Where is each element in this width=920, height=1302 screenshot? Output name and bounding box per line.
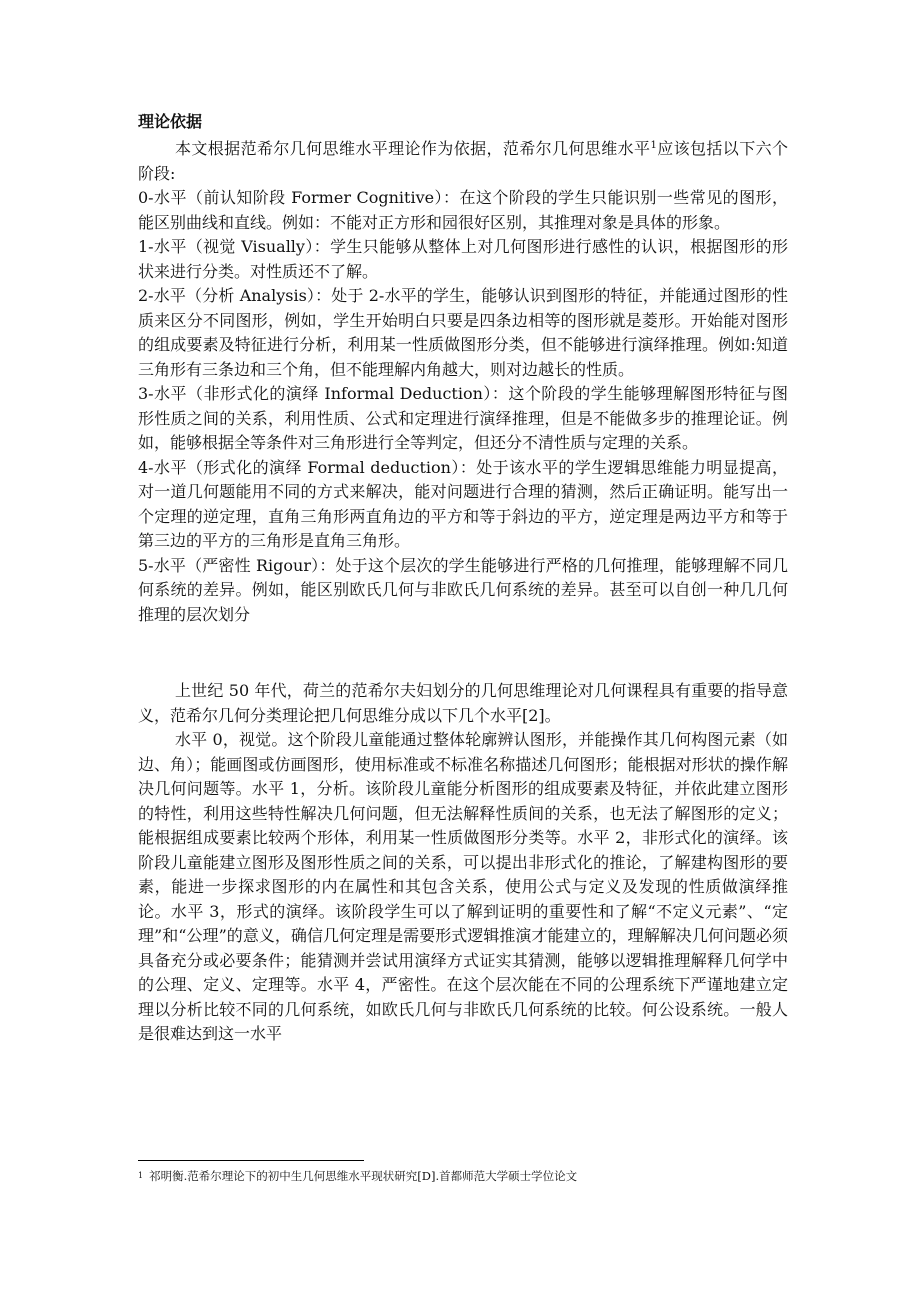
footnote-text: 祁明衡.范希尔理论下的初中生几何思维水平现状研究[D].首都师范大学硕士学位论文 [149, 1169, 578, 1183]
footnote [138, 1168, 838, 1184]
level-3-paragraph: 3-水平（非形式化的演绎 Informal Deduction）：这个阶段的学生能够理解图形特征与图形性质之间的关系，利用性质、公式和定理进行演绎推理，但是不能做多步的推理论证。例如，能够根据全等条件对三角形进行全等判定，但还分不清性质与定理的关系。 [138, 384, 788, 452]
level-1-paragraph: 1-水平（视觉 Visually）：学生只能够从整体上对几何图形进行感性的认识，根据图形的形状来进行分类。对性质还不了解。 [138, 237, 788, 281]
history-paragraph: 上世纪 50 年代，荷兰的范希尔夫妇划分的几何思维理论对几何课程具有重要的指导意义，范希尔几何分类理论把几何思维分成以下几个水平[2]。 [138, 681, 788, 725]
intro-text: 本文根据范希尔几何思维水平理论作为依据，范希尔几何思维水平 [175, 139, 651, 158]
intro-text-cont: 应该包括以下六个阶段: [138, 139, 788, 183]
footnote-mark: 1 [138, 1171, 144, 1180]
level-4-paragraph: 4-水平（形式化的演绎 Formal deduction）：处于该水平的学生逻辑思维能力明显提高，对一道几何题能用不同的方式来解决，能对问题进行合理的猜测，然后正确证明。能写出一个定理的逆定理，直角三角形两直角边的平方和等于斜边的平方，逆定理是两边平方和等于第三边的平方的三角形是直角三角形。 [138, 457, 788, 550]
footnote-divider [138, 1160, 364, 1161]
footnote-reference[interactable]: 1 [650, 140, 657, 151]
level-0-paragraph: 0-水平（前认知阶段 Former Cognitive）：在这个阶段的学生只能识别一些常见的图形，能区别曲线和直线。例如：不能对正方形和园很好区别，其推理对象是具体的形象。 [138, 188, 788, 232]
level-5-paragraph: 5-水平（严密性 Rigour）：处于这个层次的学生能够进行严格的几何推理，能够理解不同几何系统的差异。例如，能区别欧氏几何与非欧氏几何系统的差异。甚至可以自创一种几几何推理的层次划分 [138, 555, 788, 624]
intro-paragraph [138, 137, 788, 186]
blank-space [138, 627, 788, 679]
document-body [138, 110, 788, 1047]
level-2-paragraph: 2-水平（分析 Analysis）：处于 2-水平的学生，能够认识到图形的特征，并能通过图形的性质来区分不同图形，例如，学生开始明白只要是四条边相等的图形就是菱形。开始能对图形的组成要素及特征进行分析，利用某一性质做图形分类，但不能够进行演绎推理。例如:知道三角形有三条边和三个角，但不能理解内角越大，则对边越长的性质。 [138, 286, 788, 379]
section-title: 理论依据 [138, 112, 203, 131]
levels-description-paragraph: 水平 0，视觉。这个阶段儿童能通过整体轮廓辨认图形，并能操作其几何构图元素（如边、角）；能画图或仿画图形，使用标准或不标准名称描述几何图形；能根据对形状的操作解决几何问题等。水平 1，分析。该阶段儿童能分析图形的组成要素及特征，并依此建立图形的特性，利用这些特性解决几何问题，但无法解释性质间的关系，也无法了解图形的定义；能根据组成要素比较两个形体，利用某一性质做图形分类等。水平 2，非形式化的演绎。该阶段儿童能建立图形及图形性质之间的关系，可以提出非形式化的推论，了解建构图形的要素，能进一步探求图形的内在属性和其包含关系，使用公式与定义及发现的性质做演绎推论。水平 3，形式的演绎。该阶段学生可以了解到证明的重要性和了解“不定义元素”、“定理”和“公理”的意义，确信几何定理是需要形式逻辑推演才能建立的，理解解决几何问题必须具备充分或必要条件；能猜测并尝试用演绎方式证实其猜测，能够以逻辑推理解释几何学中的公理、定义、定理等。水平 4，严密性。在这个层次能在不同的公理系统下严谨地建立定理以分析比较不同的几何系统，如欧氏几何与非欧氏几何系统的比较。何公设系统。一般人是很难达到这一水平 [138, 730, 788, 1043]
